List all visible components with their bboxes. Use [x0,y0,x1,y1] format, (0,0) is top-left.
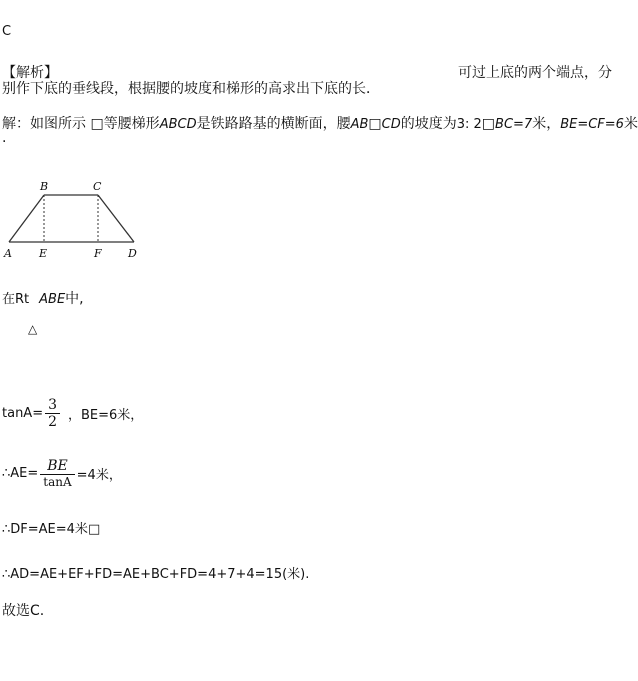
analysis-hint-line2: 别作下底的垂线段，根据腰的坡度和梯形的高求出下底的长． [2,81,380,97]
missing-glyph-box: □ [90,116,104,132]
solution-text3: 的坡度为 [400,116,457,132]
ae-text: ∴AE= [2,466,39,481]
leg-cd [98,195,134,242]
ae-line [2,458,122,489]
fraction-be-over-tana [40,458,74,489]
trapezoid-name: ABCD [159,117,197,132]
ad-line: ∴AD=AE+EF+FD=AE+BC+FD=4+7+4=15(米). [2,567,310,582]
bc-length: BC=7 [495,117,533,132]
tan-line [2,397,143,430]
solution-prefix: 解：如图所示 [2,116,91,132]
zhong-text: 中, [65,291,84,307]
fraction-denominator: 2 [48,414,58,430]
unit-text: 米， [532,116,561,132]
solution-statement [2,113,638,133]
missing-glyph-box: □ [87,522,101,537]
trapezoid-figure [0,176,150,264]
df-text: ∴DF=AE=4米 [2,522,88,537]
solution-period: . [2,130,7,146]
leg-ab [9,195,44,242]
missing-glyph-box: □ [368,116,382,132]
label-d: D [128,247,137,260]
solution-text2: 是铁路路基的横断面，腰 [196,116,351,132]
label-a: A [4,247,12,260]
analysis-hint-line1: 可过上底的两个端点，分 [458,65,612,81]
unit-text: 米 [623,116,638,132]
triangle-symbol: △ [28,322,38,336]
triangle-abe: ABE [39,292,66,307]
tan-a-text: tanA= [2,406,44,421]
label-c: C [93,180,102,193]
label-b: B [40,180,49,193]
answer-text: C [2,24,12,39]
side-ab: AB [350,117,369,132]
analysis-heading: 【解析】 [2,65,58,81]
label-f: F [94,247,102,260]
conclusion-text: 故选C. [2,603,45,619]
be-value-text: ，BE=6米， [68,408,144,423]
ae-result-text: =4米， [76,468,122,483]
rt-text: 在Rt [2,292,30,307]
label-e: E [39,247,48,260]
fraction-numerator: 3 [48,397,58,413]
df-line [2,518,100,537]
fraction-numerator: BE [47,458,68,474]
solution-text1: 等腰梯形 [103,116,160,132]
rt-triangle-line [2,288,84,308]
side-cd: CD [381,117,401,132]
missing-glyph-box: □ [481,116,496,132]
be-cf-length: BE=CF=6 [560,117,624,132]
fraction-three-halves [45,397,60,430]
fraction-denominator: tanA [43,475,72,489]
slope-ratio: 3: 2 [456,117,482,132]
